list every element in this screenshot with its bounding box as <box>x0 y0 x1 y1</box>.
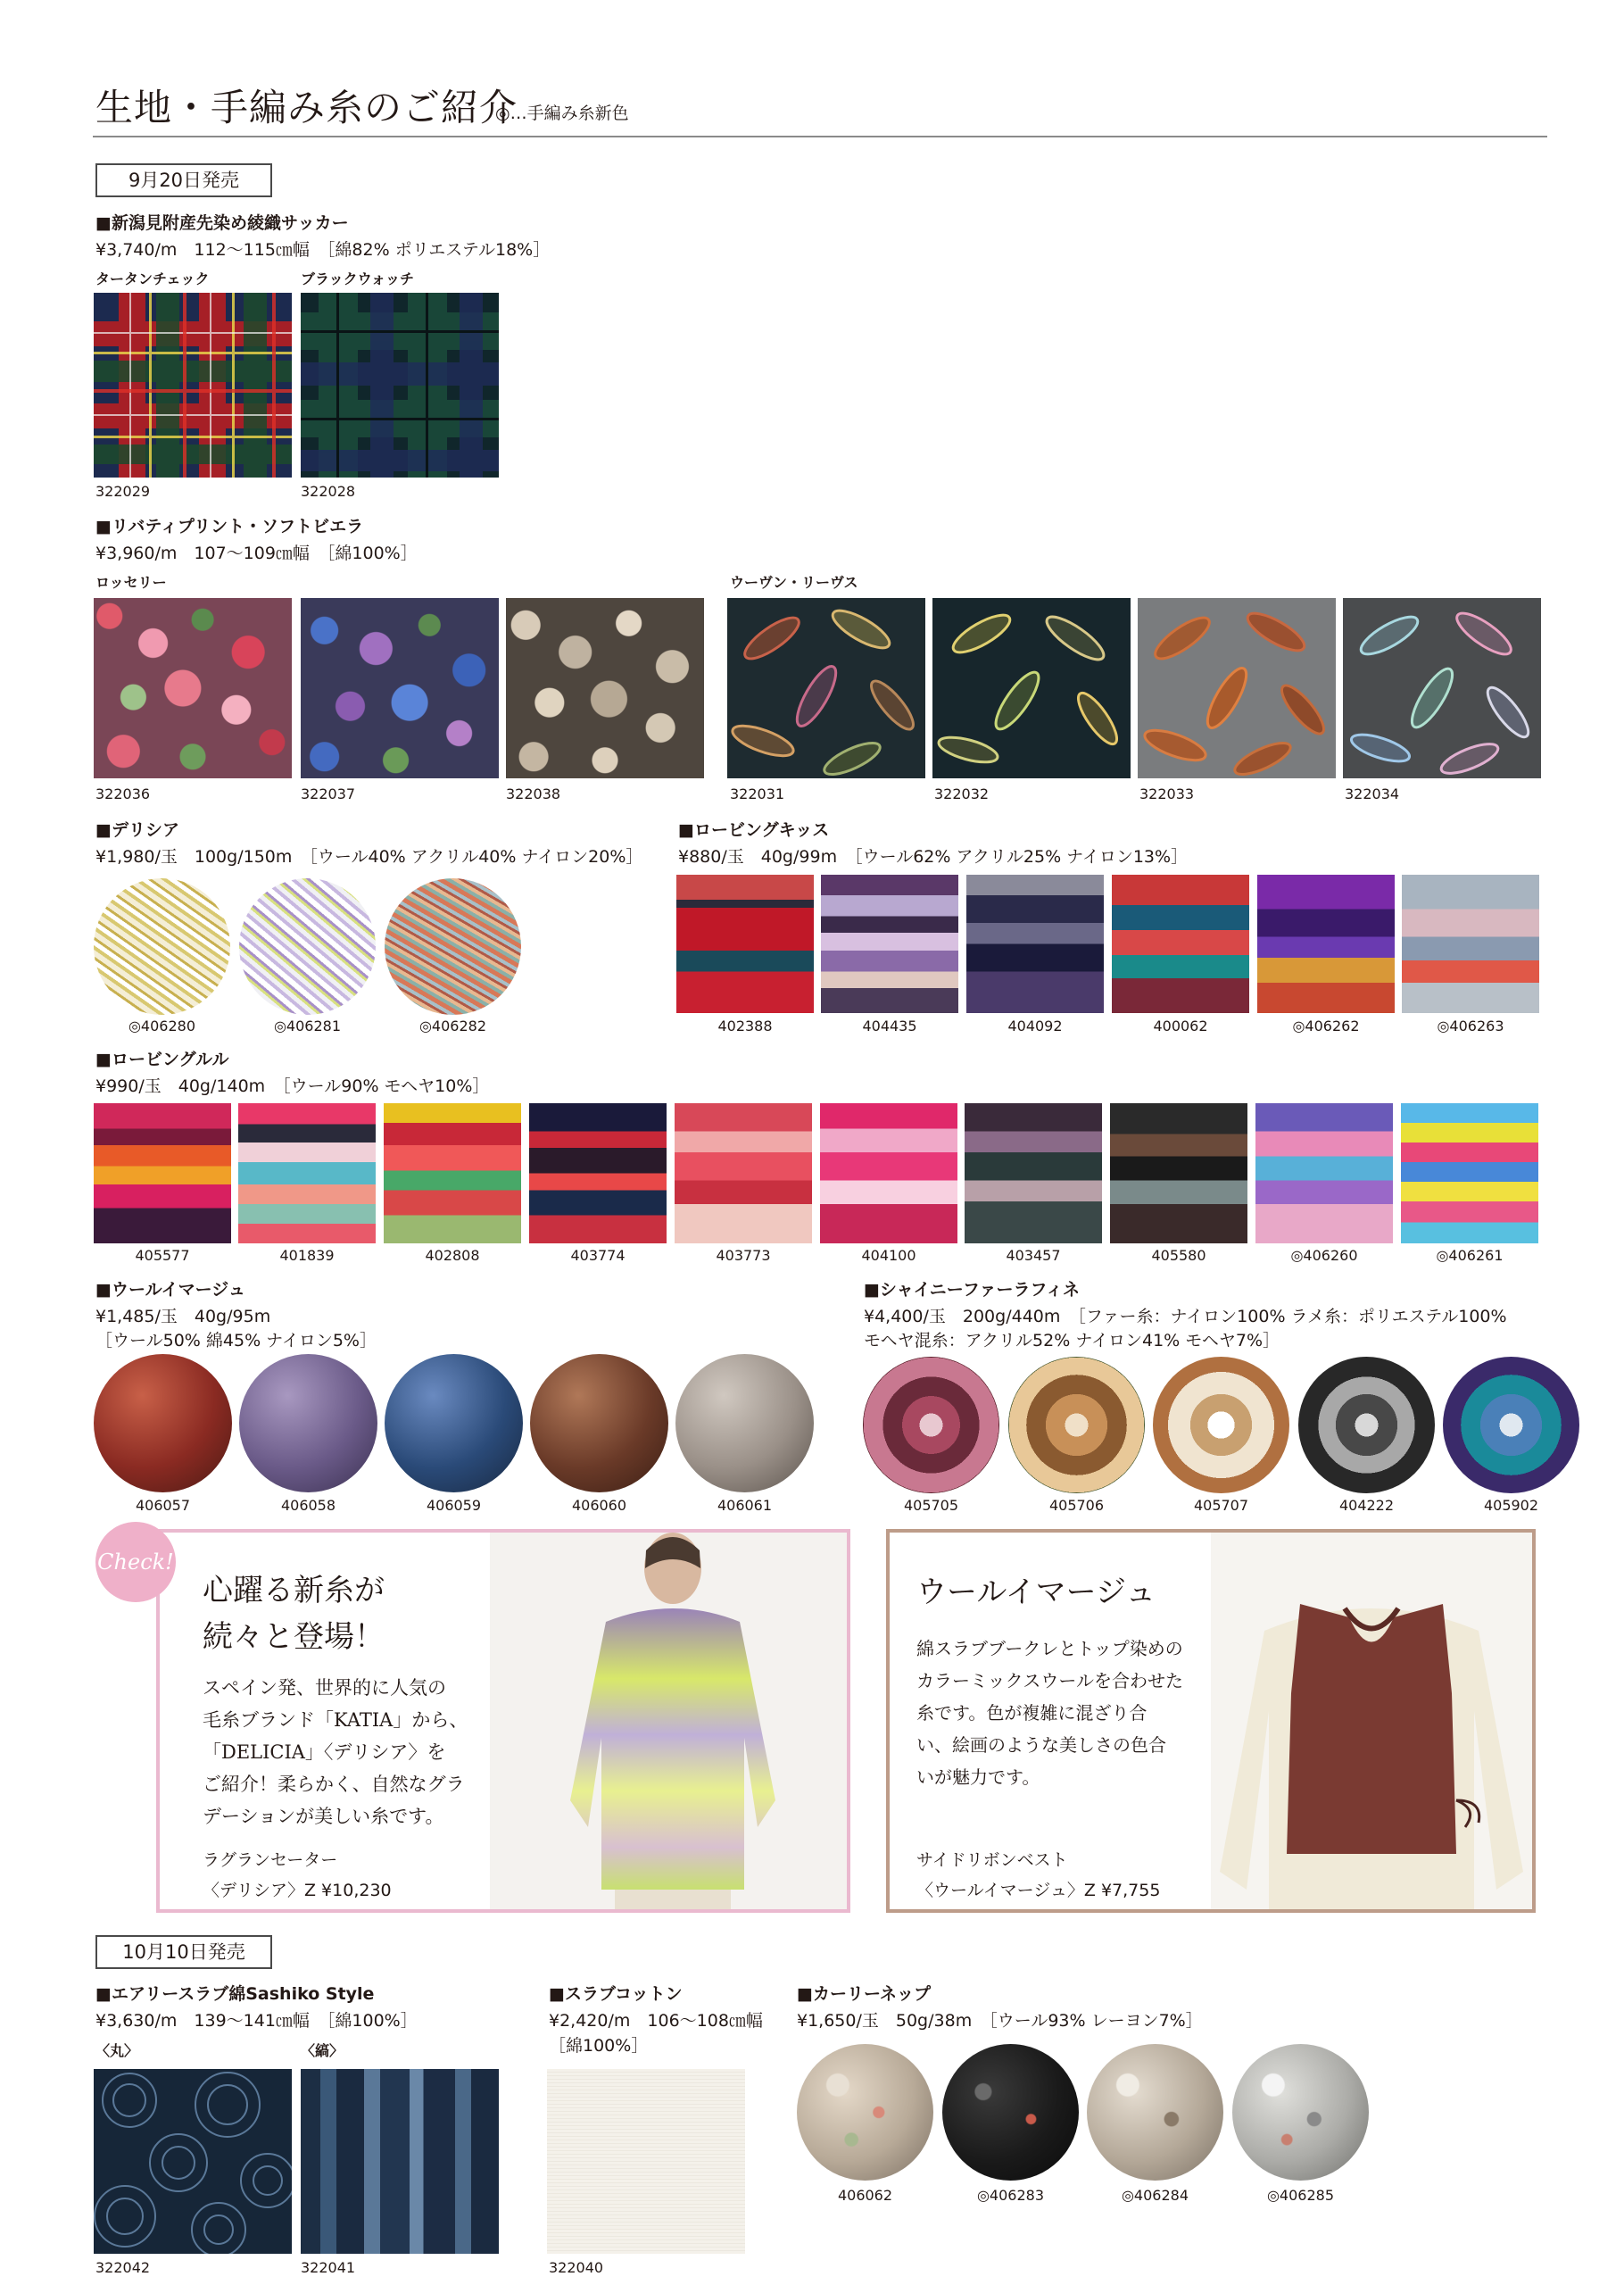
yarn-ball-delicia-2 <box>239 878 376 1015</box>
product-name: ■デリシア <box>95 820 179 840</box>
model-photo-vest <box>1211 1533 1532 1909</box>
yarn-ball-curly-nep-1 <box>797 2044 933 2181</box>
swatch-roving-lulu-1 <box>94 1103 231 1243</box>
swatch-code: 404100 <box>861 1247 916 1264</box>
swatch-code: 403773 <box>716 1247 771 1264</box>
swatch-code: 322042 <box>95 2259 151 2276</box>
callout-body-line: 毛糸ブランド「KATIA」から、 <box>203 1709 468 1731</box>
colorway-label: 〈丸〉 <box>95 2042 139 2059</box>
swatch-code: ◎406284 <box>1121 2187 1189 2204</box>
yarn-ball-wool-image-3 <box>385 1354 523 1492</box>
callout-body-line: 綿スラブブークレとトップ染めの <box>916 1638 1183 1659</box>
swatch-code: ◎406283 <box>976 2187 1045 2204</box>
swatch-rosselli-3 <box>506 598 704 778</box>
colorway-label: ブラックウォッチ <box>301 270 415 287</box>
swatch-code: 406059 <box>426 1497 482 1514</box>
model-photo-sweater <box>490 1533 847 1909</box>
product-spec: モヘヤ混糸：アクリル52% ナイロン41% モヘヤ7%］ <box>864 1331 1280 1350</box>
callout-title: 続々と登場！ <box>203 1619 385 1655</box>
swatch-woven-leaves-1 <box>727 598 925 778</box>
callout-body-line: 「DELICIA」〈デリシア〉を <box>203 1741 446 1763</box>
swatch-code: 403457 <box>1006 1247 1061 1264</box>
swatch-code: 322040 <box>549 2259 604 2276</box>
page-title: 生地・手編み糸のご紹介 <box>95 86 518 129</box>
swatch-roving-kiss-6 <box>1402 875 1539 1013</box>
product-spec: ¥1,980/玉 100g/150m ［ウール40% アクリル40% ナイロン20%］ <box>95 847 643 867</box>
product-spec: ¥880/玉 40g/99m ［ウール62% アクリル25% ナイロン13%］ <box>678 847 1189 867</box>
swatch-roving-lulu-8 <box>1110 1103 1247 1243</box>
swatch-black-watch <box>301 293 499 478</box>
swatch-code: ◎406282 <box>418 1018 487 1034</box>
swatch-code: ◎406263 <box>1437 1018 1504 1034</box>
feature-callout-delicia <box>156 1529 850 1913</box>
swatch-code: 405902 <box>1483 1497 1539 1514</box>
swatch-code: 402808 <box>425 1247 480 1264</box>
swatch-code: 322034 <box>1345 785 1400 802</box>
swatch-code: 404092 <box>1007 1018 1063 1034</box>
product-spec: ¥4,400/玉 200g/440m ［ファー糸：ナイロン100% ラメ糸：ポリエステル100% <box>864 1307 1507 1326</box>
yarn-ball-shiny-fur-2 <box>1008 1357 1145 1493</box>
yarn-ball-delicia-1 <box>94 878 230 1015</box>
swatch-roving-lulu-4 <box>529 1103 667 1243</box>
swatch-code: 322029 <box>95 483 151 500</box>
product-name: ■新潟見附産先染め綾織サッカー <box>95 213 349 233</box>
swatch-code: 404222 <box>1338 1497 1395 1514</box>
title-divider <box>93 136 1547 137</box>
swatch-roving-kiss-3 <box>966 875 1104 1013</box>
swatch-code: 406062 <box>837 2187 893 2204</box>
swatch-code: 403774 <box>570 1247 626 1264</box>
swatch-roving-lulu-5 <box>675 1103 812 1243</box>
swatch-code: ◎406280 <box>128 1018 196 1034</box>
swatch-code: ◎406261 <box>1436 1247 1504 1264</box>
product-name: ■ロービングキッス <box>678 820 830 840</box>
yarn-ball-curly-nep-4 <box>1232 2044 1369 2181</box>
garment-name: サイドリボンベスト <box>916 1850 1068 1870</box>
swatch-code: 322033 <box>1139 785 1195 802</box>
swatch-roving-lulu-7 <box>965 1103 1102 1243</box>
swatch-slub-cotton <box>547 2069 745 2254</box>
swatch-rosselli-2 <box>301 598 499 778</box>
swatch-code: 405580 <box>1151 1247 1206 1264</box>
yarn-ball-wool-image-4 <box>530 1354 668 1492</box>
callout-body-line: スペイン発、世界的に人気の <box>203 1677 446 1699</box>
swatch-roving-kiss-2 <box>821 875 958 1013</box>
new-color-legend: ◎…手編み糸新色 <box>495 104 629 123</box>
colorway-label: タータンチェック <box>95 270 210 287</box>
swatch-code: ◎406260 <box>1290 1247 1358 1264</box>
swatch-woven-leaves-4 <box>1343 598 1541 778</box>
product-spec: ¥3,740/m 112～115㎝幅 ［綿82% ポリエステル18%］ <box>95 240 551 260</box>
product-spec: ［ウール50% 綿45% ナイロン5%］ <box>95 1331 377 1350</box>
swatch-code: 405577 <box>135 1247 190 1264</box>
swatch-code: 322038 <box>506 785 561 802</box>
swatch-roving-lulu-6 <box>820 1103 957 1243</box>
feature-callout-wool-image <box>886 1529 1536 1913</box>
garment-name: ラグランセーター <box>203 1850 338 1870</box>
swatch-roving-lulu-3 <box>384 1103 521 1243</box>
colorway-label: ロッセリー <box>95 574 167 591</box>
yarn-ball-shiny-fur-5 <box>1443 1357 1579 1493</box>
product-spec: ¥990/玉 40g/140m ［ウール90% モヘヤ10%］ <box>95 1076 490 1096</box>
check-badge: Check! <box>95 1522 176 1602</box>
yarn-ball-shiny-fur-4 <box>1298 1357 1435 1493</box>
swatch-roving-lulu-2 <box>238 1103 376 1243</box>
swatch-code: 401839 <box>279 1247 335 1264</box>
yarn-ball-delicia-3 <box>385 878 521 1015</box>
release-date-tag: 10月10日発売 <box>95 1935 272 1969</box>
product-spec: ¥3,630/m 139～141㎝幅 ［綿100%］ <box>95 2011 418 2031</box>
product-spec: ¥3,960/m 107～109㎝幅 ［綿100%］ <box>95 544 418 563</box>
swatch-code: ◎406285 <box>1266 2187 1335 2204</box>
product-name: ■エアリースラブ綿Sashiko Style <box>95 1984 375 2004</box>
swatch-woven-leaves-2 <box>932 598 1131 778</box>
swatch-code: 322037 <box>301 785 356 802</box>
garment-price: 〈ウールイマージュ〉Z ¥7,755 <box>916 1881 1161 1900</box>
swatch-code: ◎406281 <box>273 1018 342 1034</box>
swatch-woven-leaves-3 <box>1138 598 1336 778</box>
swatch-code: 322031 <box>730 785 785 802</box>
product-spec: ¥2,420/m 106～108㎝幅 <box>549 2011 763 2031</box>
yarn-ball-wool-image-2 <box>239 1354 377 1492</box>
swatch-rosselli-1 <box>94 598 292 778</box>
swatch-sashiko-stripes <box>301 2069 499 2254</box>
product-spec: ¥1,485/玉 40g/95m <box>95 1307 271 1326</box>
swatch-code: ◎406262 <box>1292 1018 1360 1034</box>
product-spec: ¥1,650/玉 50g/38m ［ウール93% レーヨン7%］ <box>797 2011 1203 2031</box>
swatch-code: 404435 <box>862 1018 917 1034</box>
swatch-code: 402388 <box>717 1018 773 1034</box>
swatch-roving-kiss-1 <box>676 875 814 1013</box>
swatch-code: 406058 <box>280 1497 336 1514</box>
callout-body-line: カラーミックスウールを合わせた <box>916 1670 1183 1691</box>
yarn-ball-shiny-fur-1 <box>863 1357 999 1493</box>
yarn-ball-wool-image-1 <box>94 1354 232 1492</box>
swatch-code: 405707 <box>1193 1497 1249 1514</box>
swatch-code: 406057 <box>135 1497 191 1514</box>
swatch-code: 322036 <box>95 785 151 802</box>
callout-title: 心躍る新糸が <box>203 1573 385 1608</box>
product-name: ■ロービングルル <box>95 1050 229 1069</box>
product-name: ■リバティプリント・ソフトビエラ <box>95 517 364 536</box>
yarn-ball-curly-nep-2 <box>942 2044 1079 2181</box>
callout-body-line: いが魅力です。 <box>916 1766 1040 1788</box>
swatch-code: 406060 <box>571 1497 627 1514</box>
swatch-roving-lulu-10 <box>1401 1103 1538 1243</box>
product-name: ■シャイニーファーラフィネ <box>864 1280 1080 1300</box>
swatch-code: 322028 <box>301 483 356 500</box>
callout-body-line: い、絵画のような美しさの色合 <box>916 1734 1166 1756</box>
swatch-roving-lulu-9 <box>1255 1103 1393 1243</box>
garment-price: 〈デリシア〉Z ¥10,230 <box>203 1881 392 1900</box>
release-date-tag: 9月20日発売 <box>95 163 272 197</box>
colorway-label: ウーヴン・リーヴス <box>730 574 858 591</box>
swatch-code: 322041 <box>301 2259 356 2276</box>
swatch-code: 405705 <box>903 1497 959 1514</box>
swatch-sashiko-circles <box>94 2069 292 2254</box>
callout-body-line: ご紹介！柔らかく、自然なグラ <box>203 1774 465 1795</box>
product-name: ■スラブコットン <box>549 1984 683 2004</box>
product-name: ■カーリーネップ <box>797 1984 932 2004</box>
swatch-code: 322032 <box>934 785 990 802</box>
product-name: ■ウールイマージュ <box>95 1280 245 1300</box>
swatch-code: 406061 <box>717 1497 773 1514</box>
yarn-ball-shiny-fur-3 <box>1153 1357 1289 1493</box>
swatch-roving-kiss-4 <box>1112 875 1249 1013</box>
swatch-roving-kiss-5 <box>1257 875 1395 1013</box>
yarn-ball-curly-nep-3 <box>1087 2044 1223 2181</box>
yarn-ball-wool-image-5 <box>675 1354 814 1492</box>
callout-body-line: デーションが美しい糸です。 <box>203 1806 444 1827</box>
swatch-tartan-check <box>94 293 292 478</box>
swatch-code: 405706 <box>1048 1497 1105 1514</box>
product-spec: ［綿100%］ <box>549 2036 649 2056</box>
callout-title: ウールイマージュ <box>916 1575 1156 1610</box>
swatch-code: 400062 <box>1153 1018 1208 1034</box>
colorway-label: 〈縞〉 <box>301 2042 344 2059</box>
callout-body-line: 糸です。色が複雑に混ざり合 <box>916 1702 1148 1724</box>
